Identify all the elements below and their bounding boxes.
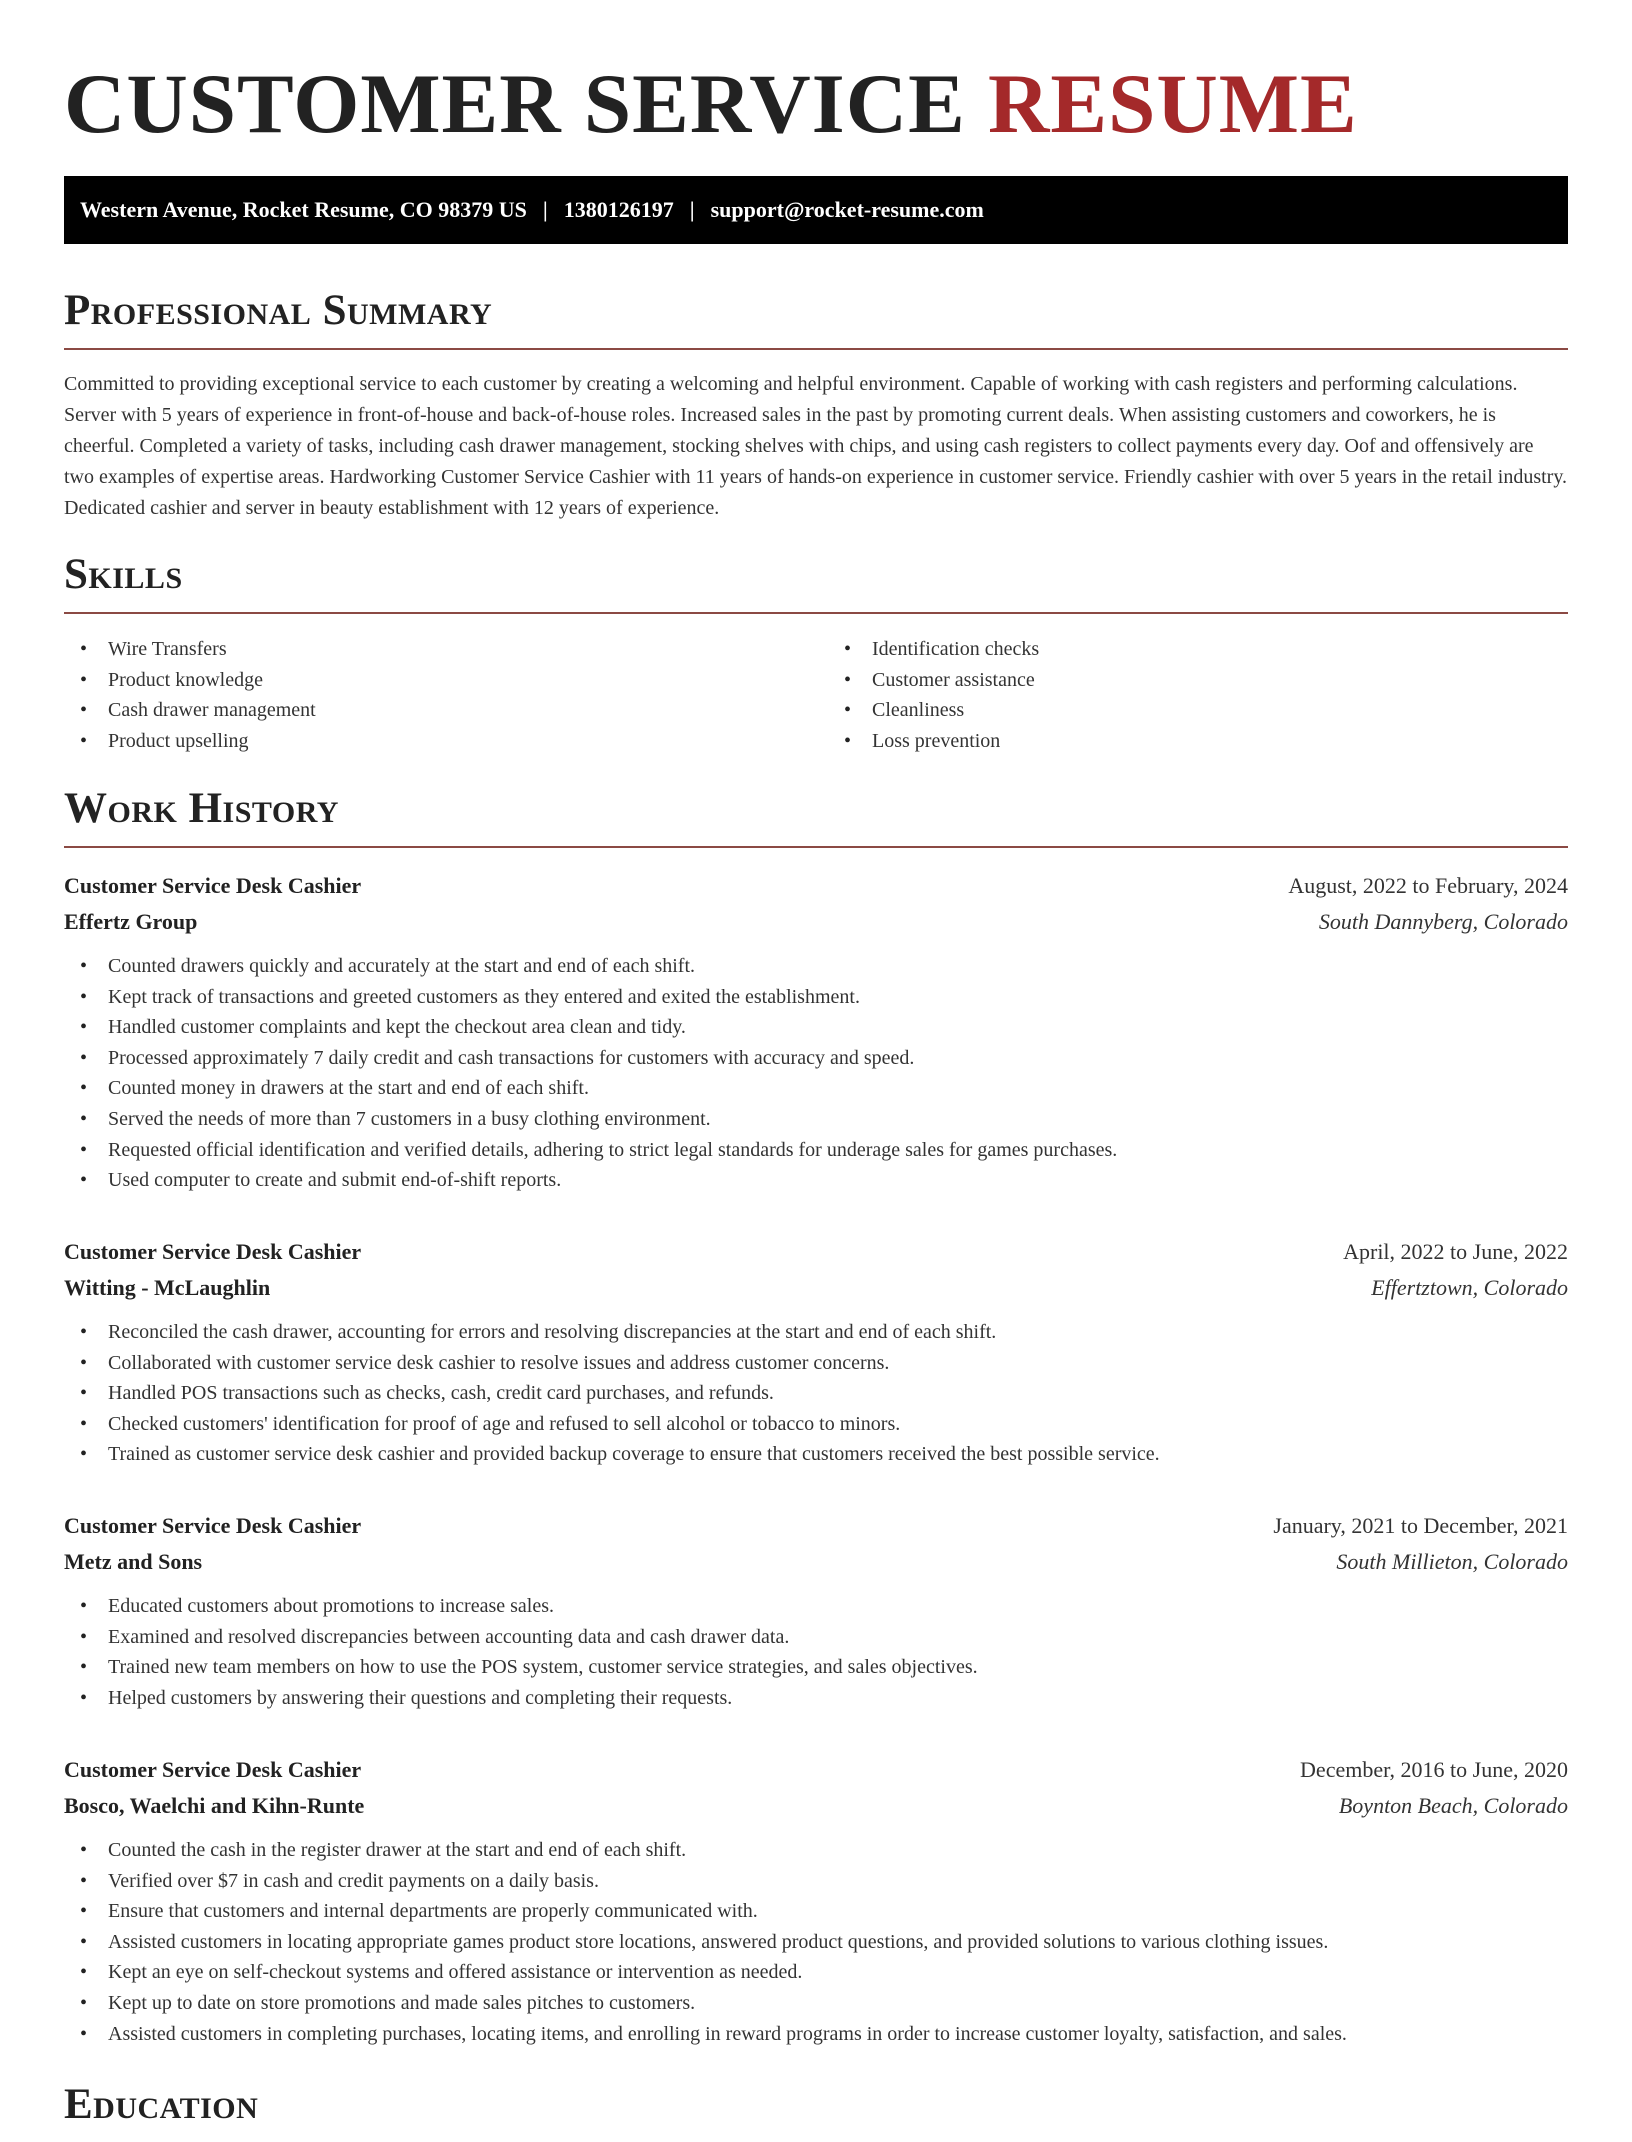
summary-text: Committed to providing exceptional service to each customer by creating a welcoming and helpful environment. Capable of working with cash registers and performing calculations. Server with 5 years of experience in front-of-house and back-of-house roles. Increased sales in the past by promoting current deals. When assisting customers and coworkers, he is cheerful. Completed a variety of tasks, including cash drawer management, stocking shelves with chips, and using cash registers to collect payments every day. Oof and offensively are two examples of expertise areas. Hardworking Customer Service Cashier with 11 years of hands-on experience in customer service. Friendly cashier with over 5 years in the retail industry. Dedicated cashier and server in beauty establishment with 12 years of experience. — [64, 373, 1568, 519]
job-duty-item: • Kept an eye on self-checkout systems and offered assistance or intervention as needed. — [64, 1957, 1568, 1988]
job-company: Effertz Group — [64, 909, 198, 934]
job-duties-list — [64, 1835, 1568, 2049]
job-dates: January, 2021 to December, 2021 — [1273, 1513, 1568, 1538]
job-duties-list — [64, 1317, 1568, 1470]
contact-email[interactable]: support@rocket-resume.com — [710, 197, 984, 222]
skill-item: • Product upselling — [64, 726, 804, 757]
job-title: Customer Service Desk Cashier — [64, 1239, 362, 1264]
job-entry — [64, 1752, 1568, 2049]
job-duty-item: • Used computer to create and submit end-of-shift reports. — [64, 1165, 1568, 1196]
skill-item: • Identification checks — [828, 634, 1568, 665]
skills-heading: Skills — [64, 550, 1568, 614]
contact-separator: | — [542, 197, 548, 222]
job-company: Bosco, Waelchi and Kihn-Runte — [64, 1793, 365, 1818]
job-dates: August, 2022 to February, 2024 — [1288, 873, 1568, 898]
skills-list — [64, 634, 1568, 756]
resume-title-accent: RESUME — [988, 57, 1358, 151]
resume-title — [64, 58, 1358, 150]
skill-item: • Product knowledge — [64, 665, 804, 696]
work-history-heading: Work History — [64, 784, 1568, 848]
job-duty-item: • Handled customer complaints and kept the checkout area clean and tidy. — [64, 1012, 1568, 1043]
job-duty-item: • Assisted customers in completing purchases, locating items, and enrolling in reward programs in order to increase customer loyalty, satisfaction, and sales. — [64, 2019, 1568, 2050]
job-duty-item: • Counted the cash in the register drawer at the start and end of each shift. — [64, 1835, 1568, 1866]
job-duty-item: • Verified over $7 in cash and credit payments on a daily basis. — [64, 1866, 1568, 1897]
job-duties-list — [64, 1591, 1568, 1713]
job-company: Witting - McLaughlin — [64, 1275, 271, 1300]
job-duty-item: • Assisted customers in locating appropriate games product store locations, answered product questions, and provided solutions to various clothing issues. — [64, 1927, 1568, 1958]
job-company: Metz and Sons — [64, 1549, 203, 1574]
job-duty-item: • Processed approximately 7 daily credit and cash transactions for customers with accuracy and speed. — [64, 1043, 1568, 1074]
skill-item: • Cleanliness — [828, 695, 1568, 726]
job-location: Effertztown, Colorado — [1371, 1275, 1568, 1300]
job-duty-item: • Reconciled the cash drawer, accounting for errors and resolving discrepancies at the start and end of each shift. — [64, 1317, 1568, 1348]
job-entry — [64, 1508, 1568, 1713]
contact-separator: | — [689, 197, 695, 222]
job-entry — [64, 1234, 1568, 1470]
job-duties-list — [64, 951, 1568, 1196]
education-heading: Education — [64, 2081, 259, 2128]
job-duty-item: • Served the needs of more than 7 customers in a busy clothing environment. — [64, 1104, 1568, 1135]
skill-item: • Cash drawer management — [64, 695, 804, 726]
job-dates: December, 2016 to June, 2020 — [1300, 1757, 1568, 1782]
job-location: South Millieton, Colorado — [1336, 1549, 1568, 1574]
job-duty-item: • Kept track of transactions and greeted customers as they entered and exited the establishment. — [64, 982, 1568, 1013]
job-duty-item: • Kept up to date on store promotions and made sales pitches to customers. — [64, 1988, 1568, 2019]
job-duty-item: • Handled POS transactions such as checks, cash, credit card purchases, and refunds. — [64, 1378, 1568, 1409]
job-location: South Dannyberg, Colorado — [1318, 909, 1568, 934]
job-title: Customer Service Desk Cashier — [64, 1513, 362, 1538]
skill-item: • Wire Transfers — [64, 634, 804, 665]
job-duty-item: • Counted money in drawers at the start and end of each shift. — [64, 1073, 1568, 1104]
job-title: Customer Service Desk Cashier — [64, 873, 362, 898]
contact-address: Western Avenue, Rocket Resume, CO 98379 US — [80, 197, 527, 222]
skill-item: • Customer assistance — [828, 665, 1568, 696]
job-duty-item: • Requested official identification and verified details, adhering to strict legal standards for underage sales for games purchases. — [64, 1135, 1568, 1166]
job-duty-item: • Helped customers by answering their questions and completing their requests. — [64, 1683, 1568, 1714]
resume-title-main: CUSTOMER SERVICE — [64, 57, 966, 151]
job-duty-item: • Counted drawers quickly and accurately at the start and end of each shift. — [64, 951, 1568, 982]
job-dates: April, 2022 to June, 2022 — [1343, 1239, 1568, 1264]
job-duty-item: • Examined and resolved discrepancies between accounting data and cash drawer data. — [64, 1622, 1568, 1653]
job-entry — [64, 868, 1568, 1196]
job-duty-item: • Collaborated with customer service desk cashier to resolve issues and address customer concerns. — [64, 1348, 1568, 1379]
job-duty-item: • Trained as customer service desk cashier and provided backup coverage to ensure that customers received the best possible service. — [64, 1439, 1568, 1470]
job-title: Customer Service Desk Cashier — [64, 1757, 362, 1782]
job-duty-item: • Checked customers' identification for proof of age and refused to sell alcohol or tobacco to minors. — [64, 1409, 1568, 1440]
job-duty-item: • Educated customers about promotions to increase sales. — [64, 1591, 1568, 1622]
job-duty-item: • Trained new team members on how to use the POS system, customer service strategies, and sales objectives. — [64, 1652, 1568, 1683]
job-duty-item: • Ensure that customers and internal departments are properly communicated with. — [64, 1896, 1568, 1927]
job-location: Boynton Beach, Colorado — [1338, 1793, 1568, 1818]
contact-bar — [64, 176, 1568, 244]
contact-phone: 1380126197 — [563, 197, 674, 222]
summary-heading: Professional Summary — [64, 286, 1568, 350]
skill-item: • Loss prevention — [828, 726, 1568, 757]
